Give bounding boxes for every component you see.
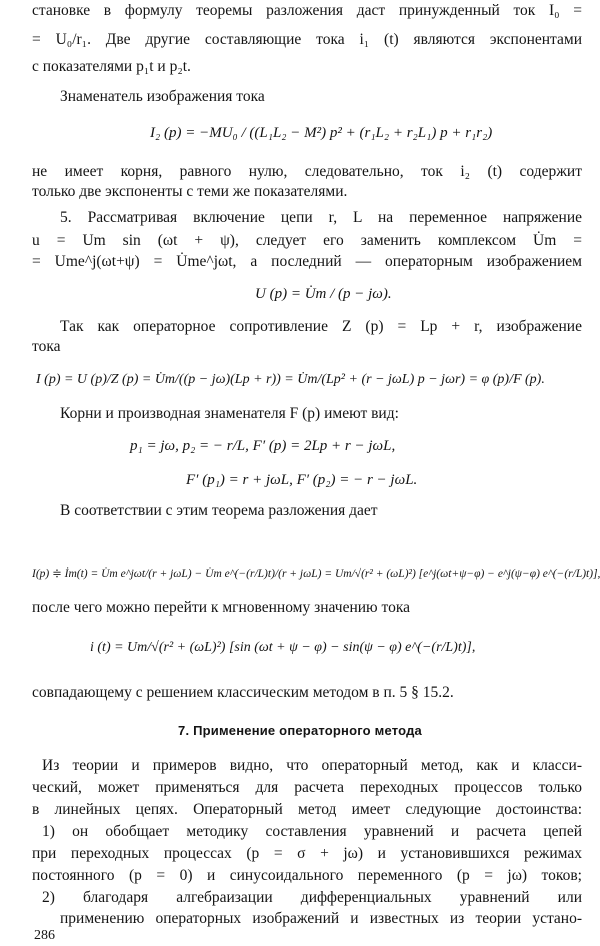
formula-derivatives: F′ (p₁) = r + jωL, F′ (p₂) = − r − jωL. bbox=[186, 472, 418, 488]
text-line: в линейных цепях. Операторный метод имеет следующие достоинства: bbox=[32, 801, 582, 818]
text-line: применению операторных изображений и известных из теории устано- bbox=[60, 910, 582, 927]
text-line: 2) благодаря алгебраизации дифференциальных уравнений или bbox=[42, 889, 582, 906]
section-heading: 7. Применение операторного метода bbox=[178, 723, 422, 738]
text-line: с показателями p₁t и p₂t. bbox=[32, 58, 191, 75]
text-line: Из теории и примеров видно, что операторный метод, как и класси- bbox=[42, 757, 582, 774]
text-line: 5. Рассматривая включение цепи r, L на переменное напряжение bbox=[60, 209, 582, 226]
text-line: после чего можно перейти к мгновенному значению тока bbox=[32, 599, 411, 616]
text-line: 1) он обобщает методику составления уравнений и расчета цепей bbox=[42, 823, 582, 840]
formula-roots: p₁ = jω, p₂ = − r/L, F′ (p) = 2Lp + r − jωL, bbox=[130, 438, 396, 454]
text-line: совпадающему с решением классическим методом в п. 5 § 15.2. bbox=[32, 684, 454, 701]
formula-voltage-image: U (p) = U̇m / (p − jω). bbox=[255, 286, 392, 302]
text-line: В соответствии с этим теорема разложения дает bbox=[60, 502, 378, 519]
text-line: при переходных процессах (p = σ + jω) и установившихся режимах bbox=[32, 845, 582, 862]
text-line: не имеет корня, равного нулю, следовательно, ток i₂ (t) содержит bbox=[32, 163, 582, 180]
formula-current-image: I₂ (p) = −MU₀ / ((L₁L₂ − M²) p² + (r₁L₂ + r₂L₁) p + r₁r₂) bbox=[150, 125, 493, 141]
text-line: u = Um sin (ωt + ψ), следует его заменить комплексом U̇m = bbox=[32, 232, 582, 249]
formula-instant-current: i (t) = Um/√(r² + (ωL)²) [sin (ωt + ψ − φ) − sin(ψ − φ) e^(−(r/L)t)], bbox=[90, 640, 476, 655]
text-line: тока bbox=[32, 338, 61, 355]
formula-expansion: I(p) ≑ İm(t) = U̇m e^jωt/(r + jωL) − U̇m e^(−(r/L)t)/(r + jωL) = Um/√(r² + (ωL)²) [e^j(ωt+ψ−φ) − e^j(ψ−φ) e^(−(r/L)t)], bbox=[32, 568, 600, 580]
formula-operator-current: I (p) = U (p)/Z (p) = U̇m/((p − jω)(Lp + r)) = U̇m/(Lp² + (r − jωL) p − jωr) = φ (p)/F (p). bbox=[36, 372, 545, 387]
text-line: только две экспоненты с теми же показателями. bbox=[32, 183, 348, 200]
text-line: становке в формулу теоремы разложения даст принужденный ток I₀ = bbox=[32, 2, 582, 19]
text-line: Так как операторное сопротивление Z (p) = Lp + r, изображение bbox=[60, 318, 582, 335]
text-line: ческий, может применяться для расчета переходных процессов только bbox=[32, 779, 582, 796]
text-line: Корни и производная знаменателя F (p) имеют вид: bbox=[60, 405, 399, 422]
text-line: Знаменатель изображения тока bbox=[60, 88, 265, 105]
text-line: постоянного (p = 0) и синусоидального переменного (p = jω) токов; bbox=[32, 867, 582, 884]
page-number: 286 bbox=[34, 928, 55, 943]
text-line: = Ume^j(ωt+ψ) = U̇me^jωt, а последний — операторным изображением bbox=[32, 253, 582, 270]
text-line: = U₀/r₁. Две другие составляющие тока i₁ (t) являются экспонентами bbox=[32, 31, 582, 48]
